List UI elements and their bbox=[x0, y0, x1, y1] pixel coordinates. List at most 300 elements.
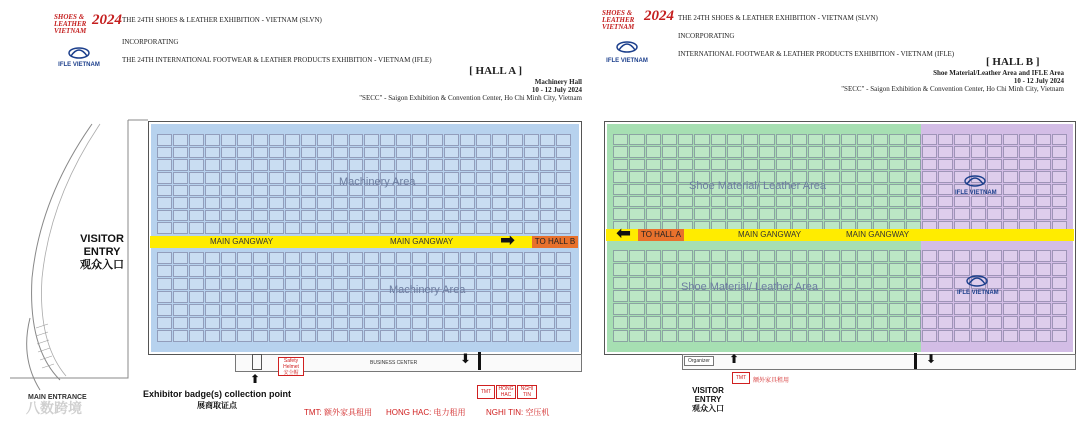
booth-cell bbox=[824, 303, 839, 315]
booth-cell bbox=[971, 303, 986, 315]
booth-cell bbox=[629, 316, 644, 328]
booth-cell bbox=[743, 303, 758, 315]
booth-cell bbox=[629, 159, 644, 170]
booth-cell bbox=[727, 134, 742, 145]
booth-cell bbox=[841, 146, 856, 157]
booth-cell bbox=[906, 277, 921, 289]
booth-cell bbox=[857, 250, 872, 262]
booth-cell bbox=[476, 172, 491, 184]
booth-cell bbox=[1036, 250, 1051, 262]
visitor-entry-line1-b: VISITOR bbox=[692, 386, 724, 395]
booth-cell bbox=[460, 304, 475, 316]
booth-cell bbox=[157, 159, 172, 171]
booth-cell bbox=[396, 304, 411, 316]
booth-cell bbox=[285, 197, 300, 209]
booth-cell bbox=[629, 184, 644, 195]
booth-cell bbox=[428, 252, 443, 264]
booth-cell bbox=[613, 330, 628, 342]
booth-cell bbox=[269, 172, 284, 184]
booth-cell bbox=[317, 304, 332, 316]
booth-cell bbox=[841, 171, 856, 182]
venue-outline bbox=[0, 118, 150, 408]
booth-cell bbox=[906, 316, 921, 328]
booth-cell bbox=[444, 317, 459, 329]
booth-cell bbox=[253, 330, 268, 342]
booth-cell bbox=[629, 171, 644, 182]
booth-cell bbox=[857, 290, 872, 302]
booth-cell bbox=[922, 184, 937, 195]
booth-cell bbox=[857, 184, 872, 195]
booth-cell bbox=[987, 196, 1002, 207]
booth-cell bbox=[954, 208, 969, 219]
booth-cell bbox=[524, 134, 539, 146]
booth-cell bbox=[364, 291, 379, 303]
booth-cell bbox=[678, 146, 693, 157]
booth-cell bbox=[269, 134, 284, 146]
booth-cell bbox=[646, 184, 661, 195]
booth-cell bbox=[189, 265, 204, 277]
booth-cell bbox=[954, 159, 969, 170]
booth-cell bbox=[971, 196, 986, 207]
booth-cell bbox=[646, 277, 661, 289]
booth-cell bbox=[792, 196, 807, 207]
booth-cell bbox=[524, 185, 539, 197]
booth-cell bbox=[906, 330, 921, 342]
booth-cell bbox=[508, 185, 523, 197]
booth-cell bbox=[808, 208, 823, 219]
booth-cell bbox=[189, 317, 204, 329]
booth-cell bbox=[1003, 263, 1018, 275]
booth-cell bbox=[444, 159, 459, 171]
booth-cell bbox=[1052, 146, 1067, 157]
booth-cell bbox=[221, 317, 236, 329]
booth-cell bbox=[629, 277, 644, 289]
booth-cell bbox=[524, 278, 539, 290]
booth-block-lower-b bbox=[613, 250, 1067, 342]
booth-cell bbox=[629, 196, 644, 207]
booth-cell bbox=[492, 291, 507, 303]
booth-cell bbox=[221, 159, 236, 171]
booth-cell bbox=[269, 317, 284, 329]
booth-cell bbox=[987, 146, 1002, 157]
visitor-entry-label-b bbox=[682, 386, 734, 413]
booth-cell bbox=[253, 317, 268, 329]
booth-cell bbox=[906, 159, 921, 170]
booth-cell bbox=[922, 277, 937, 289]
safety-helmet-box[interactable] bbox=[278, 357, 304, 376]
booth-cell bbox=[889, 277, 904, 289]
booth-cell bbox=[396, 222, 411, 234]
booth-cell bbox=[808, 159, 823, 170]
booth-cell bbox=[646, 159, 661, 170]
booth-cell bbox=[157, 304, 172, 316]
booth-cell bbox=[743, 250, 758, 262]
booth-cell bbox=[727, 250, 742, 262]
tmt-box-b[interactable]: TMT bbox=[732, 372, 750, 384]
booth-cell bbox=[428, 210, 443, 222]
booth-cell bbox=[857, 146, 872, 157]
booth-cell bbox=[1052, 330, 1067, 342]
booth-cell bbox=[873, 196, 888, 207]
booth-cell bbox=[460, 185, 475, 197]
booth-cell bbox=[857, 171, 872, 182]
booth-cell bbox=[1052, 171, 1067, 182]
ifle-logo-icon bbox=[68, 44, 90, 60]
booth-cell bbox=[1052, 184, 1067, 195]
booth-cell bbox=[237, 330, 252, 342]
booth-cell bbox=[938, 330, 953, 342]
booth-cell bbox=[428, 197, 443, 209]
booth-cell bbox=[285, 252, 300, 264]
booth-cell bbox=[285, 222, 300, 234]
hall-subtitle: Machinery Hall bbox=[534, 78, 582, 86]
arrow-down-icon: ⬇ bbox=[460, 352, 471, 367]
organizer-label: Organizer bbox=[684, 356, 714, 366]
booth-cell bbox=[269, 291, 284, 303]
booth-cell bbox=[727, 330, 742, 342]
booth-cell bbox=[1036, 316, 1051, 328]
gangway-label-1-b: MAIN GANGWAY bbox=[738, 230, 802, 239]
booth-cell bbox=[1003, 316, 1018, 328]
booth-cell bbox=[285, 330, 300, 342]
booth-cell bbox=[364, 210, 379, 222]
hall-subtitle-b: Shoe Material/Leather Area and IFLE Area bbox=[933, 69, 1064, 77]
booth-cell bbox=[873, 146, 888, 157]
booth-cell bbox=[173, 222, 188, 234]
booth-cell bbox=[694, 146, 709, 157]
booth-cell bbox=[205, 185, 220, 197]
booth-cell bbox=[1019, 316, 1034, 328]
booth-cell bbox=[613, 277, 628, 289]
booth-cell bbox=[646, 171, 661, 182]
booth-cell bbox=[364, 159, 379, 171]
arrow-up-icon: ⬆ bbox=[250, 372, 261, 386]
booth-cell bbox=[922, 316, 937, 328]
booth-cell bbox=[349, 291, 364, 303]
nghitin-box[interactable]: NGHI TIN bbox=[517, 385, 537, 399]
booth-cell bbox=[1019, 303, 1034, 315]
booth-cell bbox=[694, 159, 709, 170]
booth-cell bbox=[460, 134, 475, 146]
booth-cell bbox=[906, 184, 921, 195]
booth-cell bbox=[524, 317, 539, 329]
booth-cell bbox=[873, 303, 888, 315]
booth-cell bbox=[476, 147, 491, 159]
booth-cell bbox=[662, 159, 677, 170]
booth-cell bbox=[508, 159, 523, 171]
booth-cell bbox=[189, 172, 204, 184]
booth-cell bbox=[808, 330, 823, 342]
booth-cell bbox=[333, 210, 348, 222]
booth-cell bbox=[743, 330, 758, 342]
booth-cell bbox=[938, 303, 953, 315]
booth-cell bbox=[841, 330, 856, 342]
booth-cell bbox=[492, 330, 507, 342]
booth-cell bbox=[317, 159, 332, 171]
booth-cell bbox=[776, 250, 791, 262]
booth-cell bbox=[1003, 250, 1018, 262]
booth-cell bbox=[173, 265, 188, 277]
badge-point-cn: 展商取证点 bbox=[197, 401, 237, 410]
booth-cell bbox=[873, 208, 888, 219]
booth-cell bbox=[349, 330, 364, 342]
booth-cell bbox=[317, 210, 332, 222]
wall-marker-b bbox=[914, 353, 917, 369]
booth-cell bbox=[646, 290, 661, 302]
booth-cell bbox=[824, 330, 839, 342]
booth-cell bbox=[380, 304, 395, 316]
booth-cell bbox=[711, 263, 726, 275]
booth-cell bbox=[412, 317, 427, 329]
booth-cell bbox=[906, 171, 921, 182]
booth-cell bbox=[205, 210, 220, 222]
booth-cell bbox=[253, 134, 268, 146]
booth-cell bbox=[253, 210, 268, 222]
booth-cell bbox=[301, 210, 316, 222]
booth-cell bbox=[269, 330, 284, 342]
booth-cell bbox=[613, 146, 628, 157]
booth-cell bbox=[237, 185, 252, 197]
booth-cell bbox=[954, 146, 969, 157]
booth-cell bbox=[444, 147, 459, 159]
booth-cell bbox=[889, 134, 904, 145]
booth-cell bbox=[922, 263, 937, 275]
booth-cell bbox=[711, 134, 726, 145]
booth-cell bbox=[364, 265, 379, 277]
booth-cell bbox=[678, 196, 693, 207]
booth-cell bbox=[613, 263, 628, 275]
booth-cell bbox=[694, 134, 709, 145]
booth-cell bbox=[792, 146, 807, 157]
booth-cell bbox=[613, 159, 628, 170]
booth-cell bbox=[873, 184, 888, 195]
booth-cell bbox=[922, 146, 937, 157]
booth-cell bbox=[333, 222, 348, 234]
booth-cell bbox=[841, 134, 856, 145]
booth-cell bbox=[841, 277, 856, 289]
booth-cell bbox=[824, 159, 839, 170]
booth-cell bbox=[524, 222, 539, 234]
booth-cell bbox=[1003, 330, 1018, 342]
booth-cell bbox=[662, 316, 677, 328]
booth-cell bbox=[476, 330, 491, 342]
booth-cell bbox=[524, 147, 539, 159]
header-line-2: INCORPORATING bbox=[122, 38, 179, 46]
logo-ifle-text: IFLE VIETNAM bbox=[58, 62, 100, 68]
booth-cell bbox=[662, 134, 677, 145]
booth-cell bbox=[508, 278, 523, 290]
honghac-box[interactable]: HONG HAC bbox=[496, 385, 516, 399]
booth-cell bbox=[662, 184, 677, 195]
booth-cell bbox=[476, 317, 491, 329]
booth-cell bbox=[857, 316, 872, 328]
booth-cell bbox=[476, 134, 491, 146]
booth-cell bbox=[237, 252, 252, 264]
booth-cell bbox=[301, 222, 316, 234]
booth-cell bbox=[711, 159, 726, 170]
booth-cell bbox=[824, 277, 839, 289]
booth-cell bbox=[364, 222, 379, 234]
booth-cell bbox=[922, 208, 937, 219]
booth-cell bbox=[678, 159, 693, 170]
booth-cell bbox=[954, 134, 969, 145]
booth-cell bbox=[694, 330, 709, 342]
booth-cell bbox=[873, 159, 888, 170]
booth-cell bbox=[662, 171, 677, 182]
booth-cell bbox=[349, 134, 364, 146]
tmt-box[interactable]: TMT bbox=[477, 385, 495, 399]
booth-cell bbox=[889, 303, 904, 315]
booth-cell bbox=[1052, 208, 1067, 219]
booth-cell bbox=[412, 134, 427, 146]
hall-info-b bbox=[841, 69, 1064, 93]
booth-cell bbox=[938, 277, 953, 289]
booth-cell bbox=[253, 185, 268, 197]
booth-cell bbox=[743, 208, 758, 219]
booth-cell bbox=[1003, 290, 1018, 302]
booth-cell bbox=[889, 250, 904, 262]
booth-cell bbox=[508, 210, 523, 222]
to-hall-a-button[interactable]: TO HALL A bbox=[638, 229, 684, 241]
booth-cell bbox=[221, 278, 236, 290]
booth-cell bbox=[221, 185, 236, 197]
visitor-entry-cn-b: 观众入口 bbox=[692, 404, 724, 413]
booth-cell bbox=[808, 250, 823, 262]
booth-cell bbox=[476, 197, 491, 209]
booth-cell bbox=[237, 222, 252, 234]
booth-cell bbox=[269, 304, 284, 316]
booth-cell bbox=[221, 147, 236, 159]
booth-cell bbox=[971, 316, 986, 328]
booth-cell bbox=[253, 291, 268, 303]
booth-cell bbox=[524, 304, 539, 316]
booth-cell bbox=[524, 265, 539, 277]
booth-cell bbox=[1019, 250, 1034, 262]
booth-cell bbox=[1019, 171, 1034, 182]
booth-cell bbox=[889, 263, 904, 275]
booth-cell bbox=[906, 250, 921, 262]
booth-cell bbox=[646, 146, 661, 157]
booth-cell bbox=[857, 277, 872, 289]
booth-cell bbox=[364, 330, 379, 342]
booth-cell bbox=[301, 330, 316, 342]
header-line-3: THE 24TH INTERNATIONAL FOOTWEAR & LEATHER PRODUCTS EXHIBITION - VIETNAM (IFLE) bbox=[122, 56, 432, 64]
booth-cell bbox=[508, 304, 523, 316]
booth-cell bbox=[727, 316, 742, 328]
booth-cell bbox=[173, 197, 188, 209]
booth-cell bbox=[396, 134, 411, 146]
booth-cell bbox=[922, 290, 937, 302]
booth-cell bbox=[173, 172, 188, 184]
booth-cell bbox=[1019, 290, 1034, 302]
booth-cell bbox=[349, 265, 364, 277]
legend-honghac: HONG HAC: 电力租用 bbox=[386, 408, 466, 417]
booth-cell bbox=[380, 197, 395, 209]
booth-cell bbox=[1052, 263, 1067, 275]
booth-cell bbox=[285, 317, 300, 329]
booth-cell bbox=[987, 303, 1002, 315]
booth-cell bbox=[476, 185, 491, 197]
visitor-entry-label bbox=[78, 233, 126, 272]
booth-cell bbox=[253, 197, 268, 209]
booth-cell bbox=[613, 290, 628, 302]
booth-cell bbox=[157, 265, 172, 277]
booth-cell bbox=[157, 317, 172, 329]
booth-cell bbox=[253, 147, 268, 159]
booth-cell bbox=[412, 252, 427, 264]
booth-cell bbox=[396, 197, 411, 209]
booth-cell bbox=[205, 172, 220, 184]
booth-cell bbox=[221, 210, 236, 222]
booth-cell bbox=[1052, 159, 1067, 170]
booth-cell bbox=[333, 317, 348, 329]
business-center: BUSINESS CENTER bbox=[370, 360, 418, 366]
booth-cell bbox=[727, 303, 742, 315]
booth-cell bbox=[889, 146, 904, 157]
booth-cell bbox=[824, 146, 839, 157]
booth-cell bbox=[873, 134, 888, 145]
booth-cell bbox=[694, 208, 709, 219]
booth-cell bbox=[906, 208, 921, 219]
booth-cell bbox=[269, 210, 284, 222]
booth-cell bbox=[460, 147, 475, 159]
booth-cell bbox=[157, 147, 172, 159]
booth-cell bbox=[349, 159, 364, 171]
booth-cell bbox=[694, 196, 709, 207]
booth-cell bbox=[476, 265, 491, 277]
booth-cell bbox=[906, 196, 921, 207]
booth-cell bbox=[792, 263, 807, 275]
booth-cell bbox=[824, 250, 839, 262]
booth-cell bbox=[646, 250, 661, 262]
booth-cell bbox=[889, 171, 904, 182]
booth-cell bbox=[678, 263, 693, 275]
booth-cell bbox=[889, 330, 904, 342]
booth-cell bbox=[646, 330, 661, 342]
booth-cell bbox=[492, 197, 507, 209]
booth-cell bbox=[776, 134, 791, 145]
booth-cell bbox=[629, 290, 644, 302]
booth-cell bbox=[889, 159, 904, 170]
booth-cell bbox=[1003, 159, 1018, 170]
booth-cell bbox=[205, 222, 220, 234]
booth-cell bbox=[508, 330, 523, 342]
to-hall-b-button[interactable]: TO HALL B bbox=[532, 236, 578, 248]
booth-cell bbox=[301, 304, 316, 316]
booth-cell bbox=[444, 172, 459, 184]
booth-cell bbox=[857, 159, 872, 170]
booth-cell bbox=[792, 208, 807, 219]
booth-cell bbox=[1036, 134, 1051, 145]
booth-cell bbox=[157, 172, 172, 184]
booth-cell bbox=[492, 185, 507, 197]
booth-cell bbox=[1052, 277, 1067, 289]
badge-collection-label bbox=[143, 389, 291, 411]
booth-cell bbox=[954, 196, 969, 207]
booth-cell bbox=[380, 159, 395, 171]
booth-cell bbox=[349, 304, 364, 316]
booth-cell bbox=[524, 172, 539, 184]
booth-cell bbox=[396, 265, 411, 277]
booth-cell bbox=[237, 317, 252, 329]
booth-cell bbox=[1036, 290, 1051, 302]
booth-cell bbox=[629, 250, 644, 262]
booth-cell bbox=[938, 196, 953, 207]
booth-cell bbox=[662, 208, 677, 219]
booth-cell bbox=[173, 317, 188, 329]
booth-cell bbox=[492, 317, 507, 329]
booth-cell bbox=[317, 197, 332, 209]
